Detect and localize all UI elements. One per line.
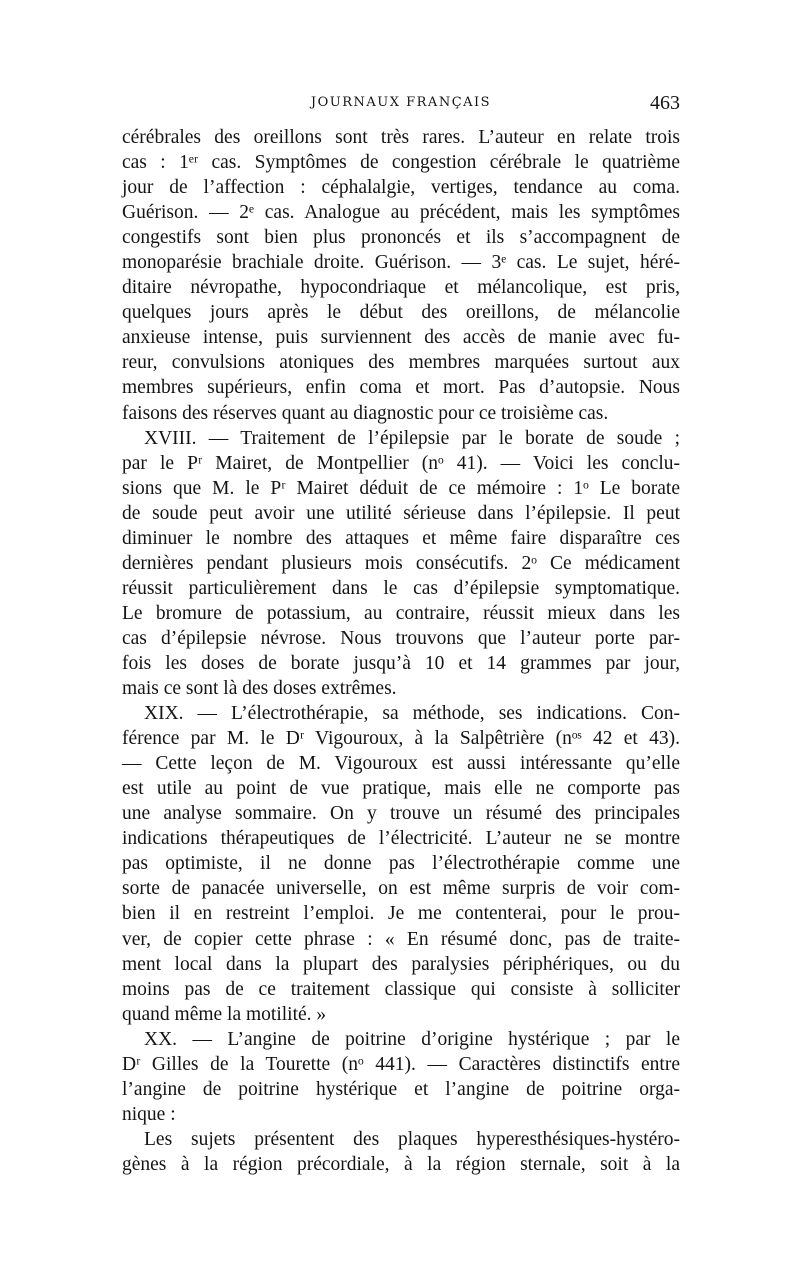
text-line: nique : xyxy=(122,1103,176,1125)
running-title: JOURNAUX FRANÇAIS xyxy=(310,95,492,110)
text-line: fois les doses de borate jusqu’à 10 et 14 grammes par jour, xyxy=(122,652,680,674)
text-line: Guérison. — 2ᵉ cas. Analogue au précédent, mais les symptômes xyxy=(122,202,680,224)
text-line: férence par M. le Dʳ Vigouroux, à la Salpêtrière (nᵒˢ 42 et 43). xyxy=(122,728,680,750)
text-line: quand même la motilité. » xyxy=(122,1003,327,1025)
text-line: moins pas de ce traitement classique qui consiste à solliciter xyxy=(122,978,680,1000)
text-line: pas optimiste, il ne donne pas l’électrothérapie comme une xyxy=(122,853,680,875)
text-line: cas d’épilepsie névrose. Nous trouvons que l’auteur porte par- xyxy=(122,627,680,649)
text-line: cas : 1ᵉʳ cas. Symptômes de congestion cérébrale le quatrième xyxy=(122,152,680,174)
text-line: XVIII. — Traitement de l’épilepsie par le borate de soude ; xyxy=(144,427,680,449)
text-line: ment local dans la plupart des paralysies périphériques, ou du xyxy=(122,953,680,975)
text-line: membres supérieurs, enfin coma et mort. Pas d’autopsie. Nous xyxy=(122,377,680,399)
text-line: — Cette leçon de M. Vigouroux est aussi intéressante qu’elle xyxy=(122,753,680,775)
text-line: XIX. — L’électrothérapie, sa méthode, ses indications. Con- xyxy=(144,703,680,725)
text-line: est utile au point de vue pratique, mais elle ne comporte pas xyxy=(122,778,680,800)
text-line: dernières pendant plusieurs mois consécutifs. 2ᵒ Ce médicament xyxy=(122,552,680,574)
text-line: Le bromure de potassium, au contraire, réussit mieux dans les xyxy=(122,602,680,624)
text-line: réussit particulièrement dans le cas d’épilepsie symptomatique. xyxy=(122,577,680,599)
body-text xyxy=(122,125,680,1177)
page-number: 463 xyxy=(650,92,680,114)
text-line: ditaire névropathe, hypocondriaque et mélancolique, est pris, xyxy=(122,277,680,299)
text-line: une analyse sommaire. On y trouve un résumé des principales xyxy=(122,803,680,825)
text-line: l’angine de poitrine hystérique et l’angine de poitrine orga- xyxy=(122,1078,680,1100)
text-line: par le Pʳ Mairet, de Montpellier (nᵒ 41). — Voici les conclu- xyxy=(122,452,680,474)
text-line: Les sujets présentent des plaques hyperesthésiques-hystéro- xyxy=(144,1128,680,1150)
text-line: faisons des réserves quant au diagnostic pour ce troisième cas. xyxy=(122,402,609,424)
text-line: congestifs sont bien plus prononcés et ils s’accompagnent de xyxy=(122,227,680,249)
text-line: indications thérapeutiques de l’électricité. L’auteur ne se montre xyxy=(122,828,680,850)
text-line: monoparésie brachiale droite. Guérison. — 3ᵉ cas. Le sujet, héré- xyxy=(122,252,680,274)
text-line: diminuer le nombre des attaques et même faire disparaître ces xyxy=(122,527,680,549)
page-header xyxy=(122,92,680,123)
text-line: bien il en restreint l’emploi. Je me contenterai, pour le prou- xyxy=(122,903,680,925)
text-line: quelques jours après le début des oreillons, de mélancolie xyxy=(122,302,680,324)
text-line: anxieuse intense, puis surviennent des accès de manie avec fu- xyxy=(122,327,680,349)
text-line: gènes à la région précordiale, à la région sternale, soit à la xyxy=(122,1153,680,1175)
text-line: sorte de panacée universelle, on est même surpris de voir com- xyxy=(122,878,680,900)
text-line: ver, de copier cette phrase : « En résumé donc, pas de traite- xyxy=(122,928,680,950)
text-line: reur, convulsions atoniques des membres marquées surtout aux xyxy=(122,352,680,374)
text-line: jour de l’affection : céphalalgie, vertiges, tendance au coma. xyxy=(122,177,680,199)
text-line: sions que M. le Pʳ Mairet déduit de ce mémoire : 1ᵒ Le borate xyxy=(122,477,680,499)
text-line: cérébrales des oreillons sont très rares. L’auteur en relate trois xyxy=(122,127,680,148)
text-line: de soude peut avoir une utilité sérieuse dans l’épilepsie. Il peut xyxy=(122,502,680,524)
text-line: Dʳ Gilles de la Tourette (nᵒ 441). — Caractères distinctifs entre xyxy=(122,1053,680,1075)
text-line: XX. — L’angine de poitrine d’origine hystérique ; par le xyxy=(144,1028,680,1050)
text-line: mais ce sont là des doses extrêmes. xyxy=(122,678,397,700)
